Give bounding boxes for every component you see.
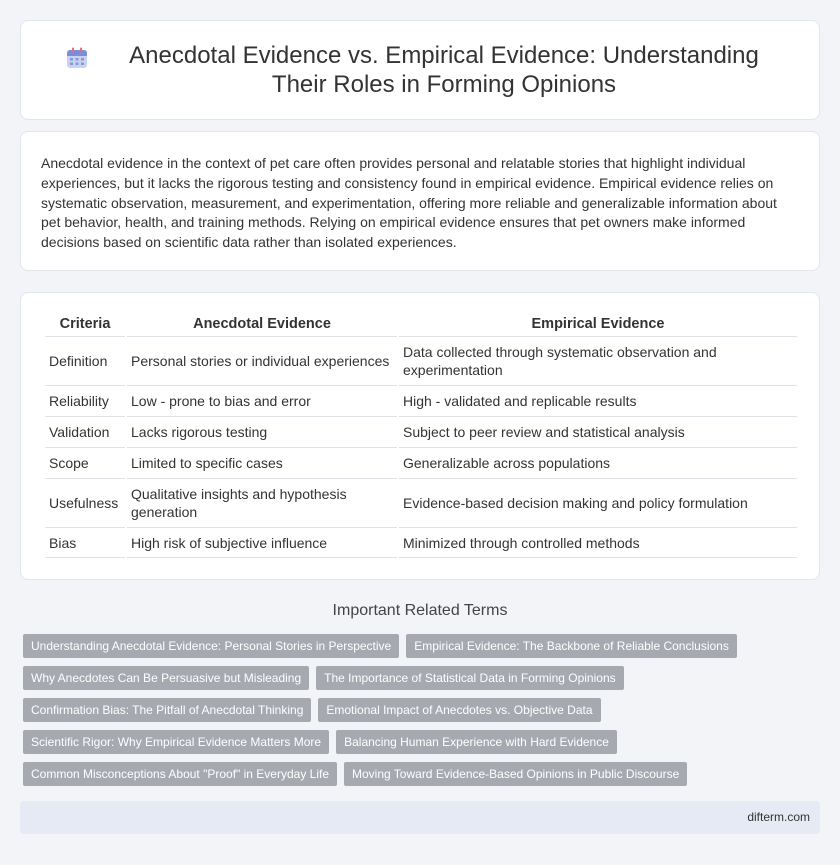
related-term-tag[interactable]: Why Anecdotes Can Be Persuasive but Misleading [23,666,309,690]
site-name[interactable]: difterm.com [747,810,810,824]
table-row [45,336,797,385]
table-cell: Subject to peer review and statistical analysis [399,416,797,447]
table-row [45,527,797,558]
table-cell: Usefulness [45,478,125,527]
table-cell: Data collected through systematic observation and experimentation [399,336,797,385]
table-cell: High risk of subjective influence [127,527,397,558]
table-cell: Scope [45,447,125,478]
header-card [20,20,820,120]
related-term-tag[interactable]: Moving Toward Evidence-Based Opinions in Public Discourse [344,762,687,786]
table-cell: Limited to specific cases [127,447,397,478]
table-cell: Qualitative insights and hypothesis generation [127,478,397,527]
related-term-tag[interactable]: Empirical Evidence: The Backbone of Reliable Conclusions [406,634,737,658]
table-cell: High - validated and replicable results [399,385,797,416]
related-term-tag[interactable]: Common Misconceptions About "Proof" in Everyday Life [23,762,337,786]
table-row [45,447,797,478]
table-cell: Generalizable across populations [399,447,797,478]
related-term-tag[interactable]: The Importance of Statistical Data in Forming Opinions [316,666,623,690]
related-terms-heading: Important Related Terms [332,602,508,619]
table-cell: Bias [45,527,125,558]
table-cell: Low - prone to bias and error [127,385,397,416]
table-row [45,416,797,447]
table-cell: Evidence-based decision making and policy formulation [399,478,797,527]
column-header-criteria: Criteria [59,315,111,332]
table-cell: Reliability [45,385,125,416]
intro-card [20,131,820,271]
table-cell: Personal stories or individual experiences [127,336,397,385]
footer [20,801,820,834]
column-header-anecdotal: Anecdotal Evidence [193,315,331,332]
table-row [45,385,797,416]
related-term-tag[interactable]: Understanding Anecdotal Evidence: Personal Stories in Perspective [23,634,399,658]
related-term-tag[interactable]: Confirmation Bias: The Pitfall of Anecdotal Thinking [23,698,311,722]
column-header-empirical: Empirical Evidence [531,315,665,332]
table-cell: Minimized through controlled methods [399,527,797,558]
intro-paragraph: Anecdotal evidence in the context of pet care often provides personal and relatable stories that highlight individual experiences, but it lacks the rigorous testing and consistency found in empirical evidence. Empirical evidence relies on systematic observation, measurement, and experimentation, offering more reliable and generalizable information about pet behavior, health, and training methods. Relying on empirical evidence ensures that pet owners make informed decisions based on scientific data rather than isolated experiences. [41,155,777,251]
table-cell: Lacks rigorous testing [127,416,397,447]
related-term-tag[interactable]: Emotional Impact of Anecdotes vs. Objective Data [318,698,600,722]
table-row [45,478,797,527]
table-cell: Definition [45,336,125,385]
related-term-tag[interactable]: Scientific Rigor: Why Empirical Evidence Matters More [23,730,329,754]
related-terms-list [23,634,823,794]
related-term-tag[interactable]: Balancing Human Experience with Hard Evidence [336,730,617,754]
comparison-table-card [20,292,820,580]
comparison-table [43,311,799,558]
calendar-icon [66,47,88,69]
table-cell: Validation [45,416,125,447]
page-title: Anecdotal Evidence vs. Empirical Evidence: Understanding Their Roles in Forming Opinions [129,42,759,98]
